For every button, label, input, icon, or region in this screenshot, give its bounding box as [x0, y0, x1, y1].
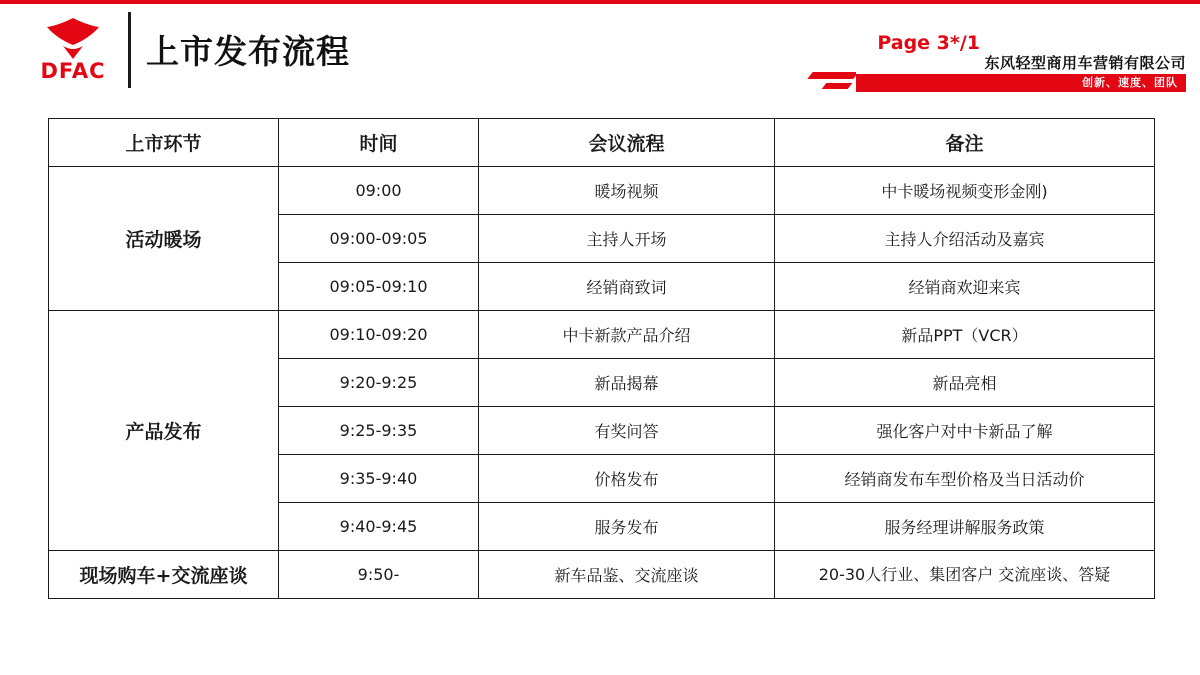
time-cell: 09:00 — [279, 167, 479, 215]
flow-cell: 主持人开场 — [479, 215, 775, 263]
page-number: Page 3*/1 — [877, 32, 980, 54]
note-cell: 新品亮相 — [775, 359, 1155, 407]
time-cell: 9:25-9:35 — [279, 407, 479, 455]
note-cell: 服务经理讲解服务政策 — [775, 503, 1155, 551]
time-cell: 09:05-09:10 — [279, 263, 479, 311]
schedule-table-wrapper — [48, 118, 1154, 599]
flow-cell: 服务发布 — [479, 503, 775, 551]
schedule-table — [48, 118, 1155, 599]
time-cell: 9:50- — [279, 551, 479, 599]
brand-logo-text: DFAC — [40, 59, 106, 83]
company-name: 东风轻型商用车营销有限公司 — [984, 54, 1186, 72]
time-cell: 09:10-09:20 — [279, 311, 479, 359]
table-row — [49, 311, 1155, 359]
slogan-banner: 创新、速度、团队 — [856, 74, 1186, 92]
flow-cell: 新品揭幕 — [479, 359, 775, 407]
stage-cell: 产品发布 — [49, 311, 279, 551]
brand-logo — [18, 16, 128, 92]
slide-header — [0, 0, 1200, 100]
note-cell: 中卡暖场视频变形金刚) — [775, 167, 1155, 215]
stage-cell: 活动暖场 — [49, 167, 279, 311]
note-cell: 强化客户对中卡新品了解 — [775, 407, 1155, 455]
dongfeng-logo-icon — [41, 16, 105, 60]
note-cell: 主持人介绍活动及嘉宾 — [775, 215, 1155, 263]
note-cell: 经销商欢迎来宾 — [775, 263, 1155, 311]
col-header-note: 备注 — [775, 119, 1155, 167]
swoosh-icon — [786, 62, 856, 94]
note-cell: 20-30人行业、集团客户 交流座谈、答疑 — [775, 551, 1155, 599]
table-row — [49, 551, 1155, 599]
flow-cell: 经销商致词 — [479, 263, 775, 311]
col-header-stage: 上市环节 — [49, 119, 279, 167]
note-cell: 经销商发布车型价格及当日活动价 — [775, 455, 1155, 503]
flow-cell: 中卡新款产品介绍 — [479, 311, 775, 359]
stage-cell: 现场购车+交流座谈 — [49, 551, 279, 599]
flow-cell: 新车品鉴、交流座谈 — [479, 551, 775, 599]
time-cell: 9:20-9:25 — [279, 359, 479, 407]
table-header-row — [49, 119, 1155, 167]
time-cell: 09:00-09:05 — [279, 215, 479, 263]
note-cell: 新品PPT（VCR） — [775, 311, 1155, 359]
col-header-flow: 会议流程 — [479, 119, 775, 167]
page-title: 上市发布流程 — [146, 32, 350, 71]
flow-cell: 价格发布 — [479, 455, 775, 503]
flow-cell: 暖场视频 — [479, 167, 775, 215]
col-header-time: 时间 — [279, 119, 479, 167]
table-row — [49, 167, 1155, 215]
time-cell: 9:35-9:40 — [279, 455, 479, 503]
header-divider — [128, 12, 131, 88]
flow-cell: 有奖问答 — [479, 407, 775, 455]
time-cell: 9:40-9:45 — [279, 503, 479, 551]
header-top-rule — [0, 0, 1200, 4]
